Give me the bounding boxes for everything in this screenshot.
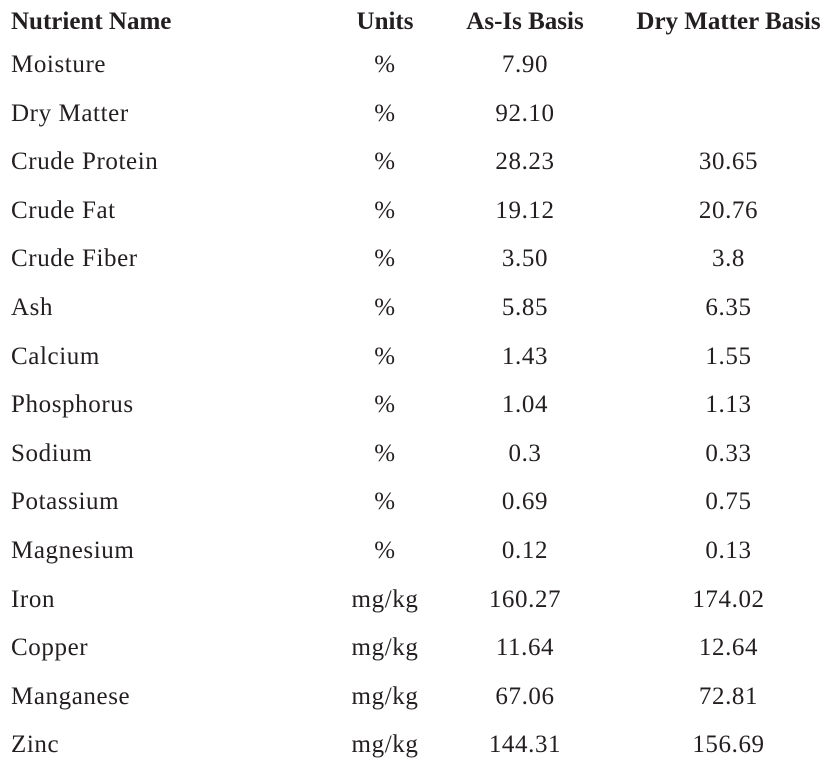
nutrient-name-cell: Crude Fiber [11,245,138,273]
dry-matter-value-cell: 0.33 [705,439,752,467]
nutrient-name-cell: Crude Fat [11,196,116,224]
dry-matter-value-cell: 0.13 [705,536,752,564]
units-cell: % [374,391,396,419]
as-is-value-cell: 3.50 [501,245,549,273]
header-as-is-basis: As-Is Basis [466,8,584,35]
dry-matter-value-cell: 3.8 [711,245,746,273]
table-row [0,629,829,678]
dry-matter-value-cell: 1.13 [705,391,752,419]
dry-matter-value-cell: 174.02 [692,585,765,613]
units-cell: % [374,536,396,564]
as-is-value-cell: 144.31 [488,731,562,759]
nutrient-name-cell: Zinc [11,731,60,759]
header-units: Units [356,8,414,35]
dry-matter-value-cell: 12.64 [698,634,759,662]
nutrient-name-cell: Calcium [11,342,100,370]
nutrient-name-cell: Dry Matter [11,99,129,127]
table-row [0,435,829,484]
table-row [0,581,829,630]
units-cell: % [374,293,396,321]
as-is-value-cell: 67.06 [495,682,555,710]
as-is-value-cell: 160.27 [488,585,562,613]
as-is-value-cell: 1.43 [501,342,549,370]
table-row [0,95,829,144]
dry-matter-value-cell: 6.35 [705,293,752,321]
as-is-value-cell: 5.85 [501,293,549,321]
table-row [0,240,829,289]
table-row [0,532,829,581]
dry-matter-value-cell: 156.69 [692,731,765,759]
units-cell: % [374,342,396,370]
table-row [0,46,829,95]
as-is-value-cell: 19.12 [495,196,555,224]
units-cell: mg/kg [351,634,419,662]
table-row [0,289,829,338]
as-is-value-cell: 11.64 [495,634,555,662]
table-row [0,192,829,241]
nutrient-name-cell: Magnesium [11,536,135,564]
units-cell: mg/kg [351,682,419,710]
table-row [0,678,829,727]
dry-matter-value-cell: 1.55 [705,342,752,370]
dry-matter-value-cell: 20.76 [698,196,759,224]
table-row [0,726,829,775]
units-cell: mg/kg [351,585,419,613]
dry-matter-value-cell: 30.65 [698,148,759,176]
nutrient-name-cell: Copper [11,634,89,662]
as-is-value-cell: 28.23 [495,148,555,176]
dry-matter-value-cell: 0.75 [705,488,752,516]
units-cell: % [374,148,396,176]
units-cell: mg/kg [351,731,419,759]
table-row [0,386,829,435]
units-cell: % [374,488,396,516]
as-is-value-cell: 92.10 [495,99,555,127]
units-cell: % [374,99,396,127]
as-is-value-cell: 0.3 [508,439,542,467]
table-row [0,338,829,387]
units-cell: % [374,51,396,78]
nutrient-name-cell: Manganese [11,682,131,710]
nutrient-name-cell: Crude Protein [11,148,159,176]
nutrient-name-cell: Potassium [11,488,120,516]
nutrient-name-cell: Moisture [11,51,107,78]
table-row [0,143,829,192]
header-nutrient-name: Nutrient Name [11,8,172,35]
units-cell: % [374,439,396,467]
table-header [0,0,829,46]
nutrient-name-cell: Iron [11,585,56,613]
nutrient-name-cell: Sodium [11,439,93,467]
as-is-value-cell: 0.69 [501,488,549,516]
as-is-value-cell: 0.12 [501,536,549,564]
header-dry-matter-basis: Dry Matter Basis [636,8,821,35]
dry-matter-value-cell: 72.81 [698,682,759,710]
table-body [0,46,829,775]
nutrient-name-cell: Ash [11,293,54,321]
units-cell: % [374,245,396,273]
units-cell: % [374,196,396,224]
table-row [0,483,829,532]
as-is-value-cell: 1.04 [501,391,549,419]
nutrient-name-cell: Phosphorus [11,391,134,419]
as-is-value-cell: 7.90 [501,51,549,78]
